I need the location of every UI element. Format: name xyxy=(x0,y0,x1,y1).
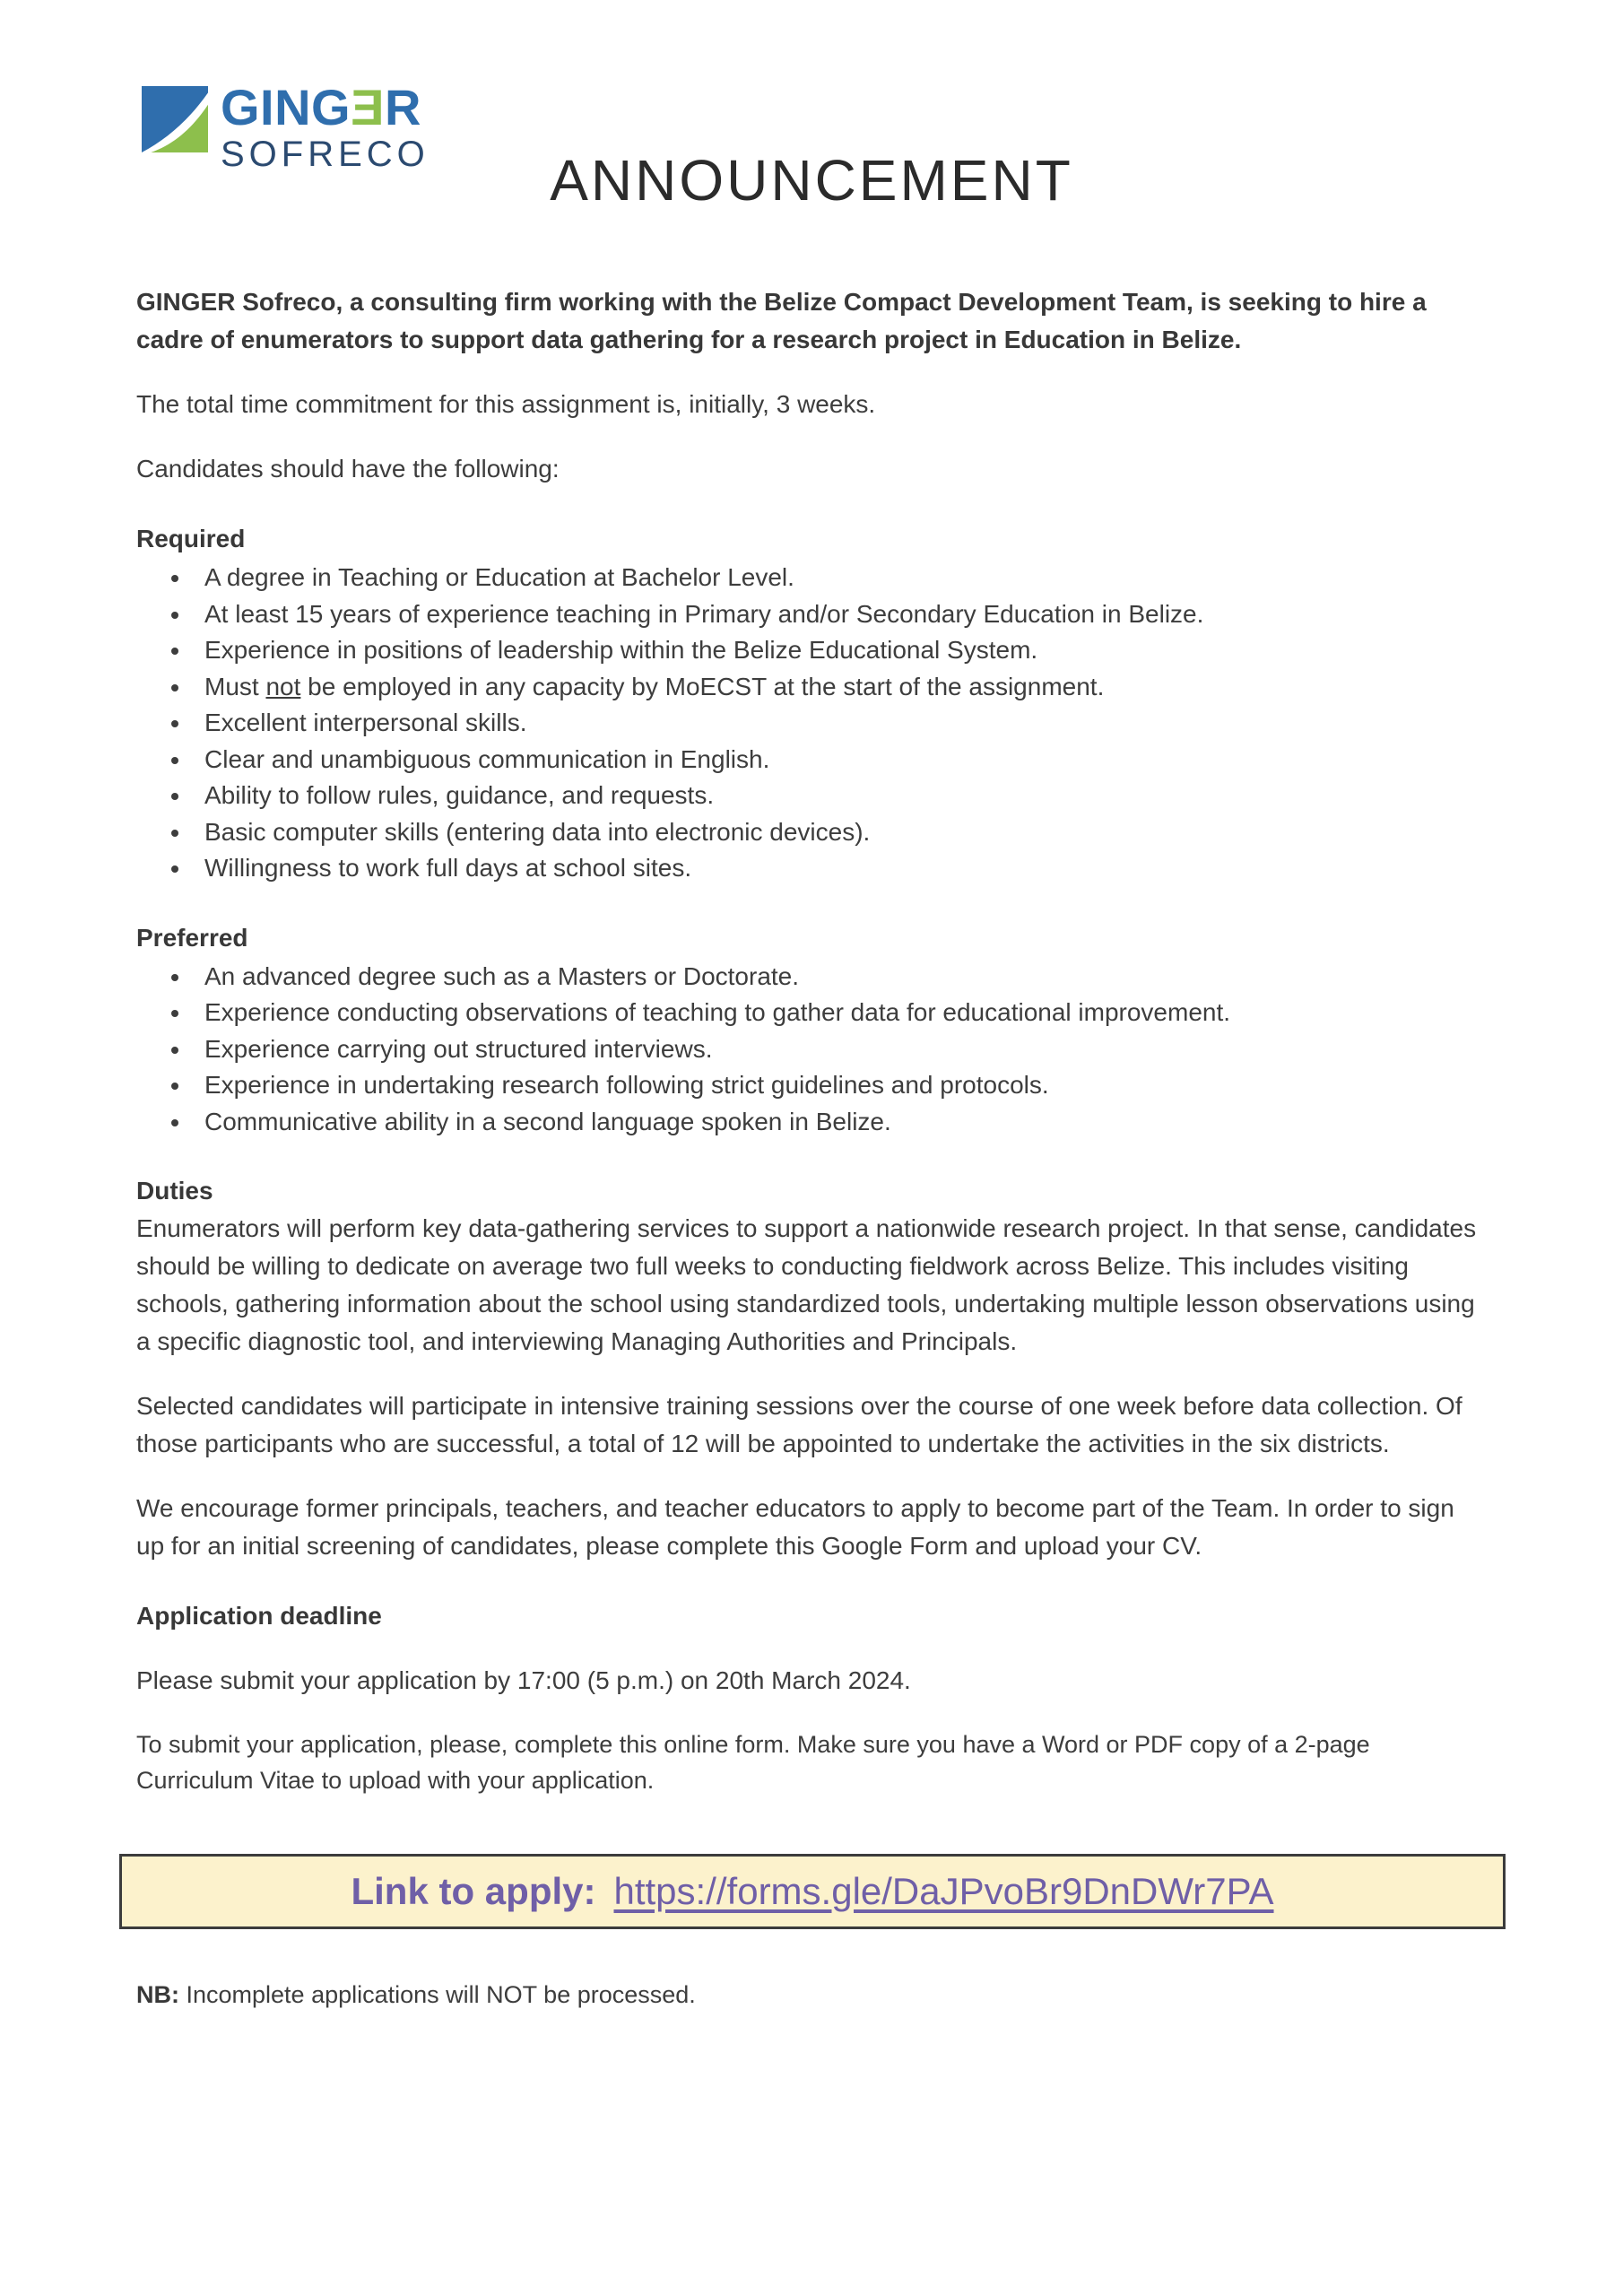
preferred-list xyxy=(136,959,1488,1141)
duties-paragraph: Enumerators will perform key data-gathering services to support a nationwide research project. In that sense, candidates should be willing to dedicate on average two full weeks to conducting fieldwork across Belize. This includes visiting schools, gathering information about the school using standardized tools, undertaking multiple lesson observations using a specific diagnostic tool, and interviewing Managing Authorities and Principals. xyxy=(136,1214,1477,1355)
ginger-logo-icon xyxy=(142,86,208,152)
nb-label: NB: xyxy=(136,1981,179,2008)
required-list xyxy=(136,560,1488,887)
brand-subtitle: SOFRECO xyxy=(221,135,430,174)
requirement-text-pre: Must xyxy=(204,672,266,700)
deadline-paragraph: Please submit your application by 17:00 (5 p.m.) on 20th March 2024. xyxy=(136,1666,911,1694)
page-title: ANNOUNCEMENT xyxy=(550,148,1073,213)
preference-item: • An advanced degree such as a Masters or Doctorate. xyxy=(192,959,1488,996)
requirement-item: • Willingness to work full days at school sites. xyxy=(192,850,1488,887)
preference-item: • Communicative ability in a second language spoken in Belize. xyxy=(192,1104,1488,1141)
deadline-heading: Application deadline xyxy=(136,1602,382,1630)
requirement-item xyxy=(192,669,1488,706)
underlined-word: not xyxy=(265,672,301,700)
nb-text: Incomplete applications will NOT be processed. xyxy=(179,1981,696,2008)
training-paragraph: Selected candidates will participate in intensive training sessions over the course of one week before data collection. Of those participants who are successful, a total of 12 will be appointed to undertake the activities in the six districts. xyxy=(136,1392,1462,1457)
requirement-item: • At least 15 years of experience teaching in Primary and/or Secondary Education in Belize. xyxy=(192,596,1488,633)
preference-item: • Experience carrying out structured interviews. xyxy=(192,1031,1488,1068)
candidates-line: Candidates should have the following: xyxy=(136,455,560,483)
preference-item: • Experience in undertaking research following strict guidelines and protocols. xyxy=(192,1067,1488,1104)
brand-suffix: R xyxy=(384,79,421,135)
announcement-body xyxy=(136,283,1488,2013)
intro-paragraph: GINGER Sofreco, a consulting firm working with the Belize Compact Development Team, is seeking to hire a cadre of enumerators to support data gathering for a research project in Education in Belize. xyxy=(136,288,1427,353)
duties-heading: Duties xyxy=(136,1177,213,1205)
brand-name xyxy=(221,79,430,135)
required-heading: Required xyxy=(136,525,246,552)
requirement-item: • A degree in Teaching or Education at Bachelor Level. xyxy=(192,560,1488,596)
nb-note xyxy=(136,1976,1488,2013)
preference-item: • Experience conducting observations of teaching to gather data for educational improvement. xyxy=(192,995,1488,1031)
preferred-heading: Preferred xyxy=(136,923,248,952)
brand-prefix: GING xyxy=(221,79,352,135)
apply-link-box xyxy=(119,1854,1506,1929)
apply-link[interactable]: https://forms.gle/DaJPvoBr9DnDWr7PA xyxy=(613,1870,1274,1912)
submission-note-paragraph: To submit your application, please, complete this online form. Make sure you have a Word or PDF copy of a 2-page Curriculum Vitae to upload with your application. xyxy=(136,1731,1370,1794)
requirement-item: • Ability to follow rules, guidance, and requests. xyxy=(192,778,1488,814)
requirement-item: • Excellent interpersonal skills. xyxy=(192,705,1488,742)
requirement-text-post: be employed in any capacity by MoECST at the start of the assignment. xyxy=(300,672,1105,700)
encourage-paragraph: We encourage former principals, teachers, and teacher educators to apply to become part of the Team. In order to sign up for an initial screening of candidates, please complete this Google Form and upload your CV. xyxy=(136,1494,1454,1560)
apply-link-label: Link to apply: xyxy=(351,1870,596,1912)
requirement-item: • Basic computer skills (entering data into electronic devices). xyxy=(192,814,1488,851)
time-commitment-paragraph: The total time commitment for this assignment is, initially, 3 weeks. xyxy=(136,390,876,418)
brand-reversed-e: Ǝ xyxy=(351,79,385,135)
requirement-item: • Clear and unambiguous communication in English. xyxy=(192,742,1488,778)
requirement-item: • Experience in positions of leadership within the Belize Educational System. xyxy=(192,632,1488,669)
header xyxy=(0,0,1623,283)
